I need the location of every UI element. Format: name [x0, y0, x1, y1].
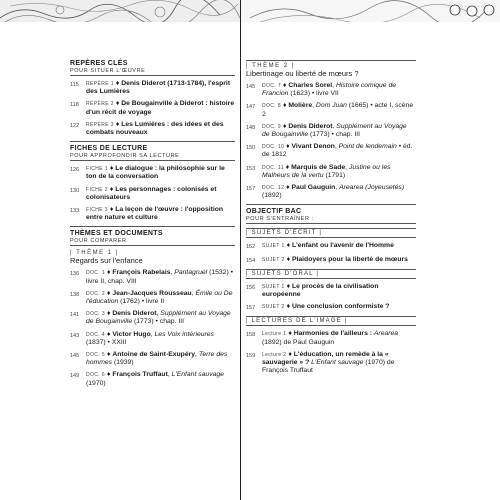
theme-tag: | THÈME 2 | — [246, 63, 295, 69]
theme2-section — [246, 60, 416, 200]
toc-entry[interactable] — [70, 121, 235, 137]
doc-work: Dom Juan — [315, 102, 347, 110]
entry-label: DOC. 2 — [86, 290, 106, 297]
entry-separator: ♦ — [105, 371, 113, 379]
entry-label: FICHE 3 — [86, 207, 108, 214]
entry-label: DOC. 10 — [262, 144, 285, 151]
page-number: 126 — [70, 167, 80, 174]
doc-entry[interactable] — [70, 290, 235, 306]
entry-separator: ♦ — [113, 120, 122, 128]
toc-entry[interactable] — [70, 186, 235, 202]
entry-title: Le procès de la civilisation européenne — [262, 282, 379, 299]
doc-details: (1762) • livre II — [118, 298, 165, 306]
page-number: 130 — [70, 187, 80, 194]
entry-label: DOC. 4 — [86, 331, 106, 338]
entry-separator: ♦ — [107, 165, 116, 173]
doc-work: Supplément au Voyage de Bougainville — [86, 310, 231, 326]
entry-separator: ♦ — [113, 100, 122, 108]
entry-separator: ♦ — [286, 330, 294, 338]
page-number: 141 — [70, 312, 80, 319]
doc-entry[interactable] — [70, 331, 235, 347]
right-column — [246, 58, 416, 379]
entry-title: Les personnages : colonisés et colonisateurs — [86, 185, 217, 201]
reperes-list — [70, 80, 235, 137]
entry-punctuation: , — [334, 143, 339, 151]
doc-work: Les Voix intérieures — [154, 330, 214, 338]
entry-label: SUJET 2 — [262, 256, 285, 263]
entry-separator: ♦ — [281, 122, 289, 130]
doc-details: (1623) • livre VII — [288, 90, 339, 98]
sujet-entry[interactable] — [246, 242, 416, 251]
section-subtitle: POUR S'ENTRAÎNER : — [246, 216, 416, 224]
sujet-entry[interactable] — [246, 303, 416, 312]
entry-separator: ♦ — [284, 143, 292, 151]
doc-details: (1892) — [262, 192, 282, 200]
page-number: 157 — [246, 305, 256, 312]
entry-separator: ♦ — [284, 255, 292, 263]
doc-details: (1665) • acte I, scène 2 — [262, 102, 414, 118]
page-number: 149 — [70, 373, 80, 380]
entry-label: DOC. 6 — [86, 372, 106, 379]
sujets-ecrit-tag: | SUJETS D'ÉCRIT | — [246, 228, 416, 238]
doc-work: Émile ou De l'éducation — [86, 289, 233, 306]
header-illustration — [0, 0, 500, 22]
entry-separator: ♦ — [281, 102, 289, 110]
entry-separator: ♦ — [286, 350, 294, 358]
doc-entry[interactable] — [246, 123, 416, 139]
section-subtitle: POUR SITUER L'ŒUVRE — [70, 68, 235, 76]
entry-title: La leçon de l'œuvre : l'opposition entre nature et culture — [86, 206, 224, 222]
entry-title: Les Lumières : des idées et des combats nouveaux — [86, 120, 224, 137]
entry-punctuation: , — [170, 269, 175, 277]
entry-separator: ♦ — [105, 269, 113, 277]
doc-author: Molière — [288, 102, 313, 110]
entry-separator: ♦ — [113, 80, 122, 87]
doc-author: François Rabelais — [112, 269, 171, 277]
doc-author: Marquis de Sade — [291, 163, 346, 171]
doc-author: Paul Gauguin — [291, 184, 336, 192]
doc-work: Arearea (Joyeusetés) — [339, 184, 405, 192]
section-subtitle: POUR COMPARER — [70, 238, 235, 246]
theme-title: Libertinage ou liberté de mœurs ? — [246, 69, 359, 78]
section-rule — [246, 204, 416, 205]
entry-label: SUJET 1 — [262, 283, 285, 290]
theme-tag: | THÈME 1 | — [70, 250, 119, 257]
doc-work: Terre des hommes — [86, 351, 228, 367]
left-column — [70, 60, 235, 392]
section-title: FICHES DE LECTURE — [70, 145, 148, 153]
page-number: 133 — [70, 208, 80, 215]
entry-label: REPÈRE 1 — [86, 81, 114, 87]
doc-entry[interactable] — [246, 164, 416, 180]
objectif-section — [246, 208, 416, 375]
entry-title: Harmonies de l'ailleurs : — [293, 330, 374, 338]
fiches-list — [70, 165, 235, 222]
entry-label: Lecture 2 — [262, 351, 287, 358]
section-rule — [246, 60, 416, 61]
entry-label: SUJET 2 — [262, 304, 285, 311]
entry-label: DOC. 11 — [262, 164, 284, 171]
column-divider — [240, 0, 241, 500]
entry-punctuation: , — [332, 82, 336, 89]
entry-label: DOC. 9 — [262, 123, 282, 130]
doc-details: (1773) • chap. III — [132, 318, 184, 326]
lecture-entry[interactable] — [246, 330, 416, 346]
entry-separator: ♦ — [105, 310, 113, 318]
entry-label: FICHE 1 — [86, 166, 108, 173]
doc-entry[interactable] — [70, 351, 235, 367]
entry-punctuation: , — [150, 330, 155, 338]
entry-title: Le dialogue : la philosophie sur le ton de la conversation — [86, 165, 225, 181]
entry-label: FICHE 2 — [86, 186, 108, 193]
doc-author: Denis Diderot — [288, 122, 333, 130]
themes-section — [70, 230, 235, 387]
doc-author: Victor Hugo — [112, 330, 151, 338]
doc-entry[interactable] — [246, 102, 416, 118]
doc-work: L'Enfant sauvage — [171, 371, 224, 379]
section-title: REPÈRES CLÉS — [70, 60, 128, 67]
doc-entry[interactable] — [246, 82, 416, 98]
fiches-section — [70, 145, 235, 222]
doc-entry[interactable] — [70, 371, 235, 387]
page-number: 147 — [246, 104, 256, 111]
entry-punctuation: , — [335, 184, 340, 192]
doc-details: (1970) de François Truffaut — [262, 359, 395, 375]
entry-punctuation: , — [345, 163, 349, 171]
entry-label: DOC. 1 — [86, 270, 106, 277]
entry-label: DOC. 3 — [86, 311, 106, 318]
page-number: 157 — [246, 186, 256, 193]
toc-entry[interactable] — [70, 165, 235, 181]
doc-details: (1773) • chap. III — [308, 131, 360, 139]
entry-separator: ♦ — [105, 289, 113, 297]
theme1-docs — [70, 269, 235, 387]
doc-entry[interactable] — [70, 310, 235, 326]
doc-work: Point de lendemain — [338, 143, 397, 151]
page-number: 159 — [246, 352, 256, 359]
toc-entry[interactable] — [70, 206, 235, 222]
entry-separator: ♦ — [105, 330, 113, 338]
toc-entry[interactable] — [70, 80, 235, 96]
entry-label: DOC. 5 — [86, 352, 106, 359]
entry-separator: ♦ — [283, 163, 292, 171]
doc-work: Pantagruel — [174, 269, 208, 277]
doc-work: Histoire comique de Francion — [262, 82, 397, 98]
doc-details: (1791) — [323, 171, 346, 179]
entry-title: Plaidoyers pour la liberté de mœurs — [291, 255, 408, 263]
doc-details: • éd. de 1812 — [262, 143, 413, 159]
page-number: 145 — [246, 84, 256, 90]
theme2-docs — [246, 82, 416, 200]
entry-label: SUJET 1 — [262, 243, 285, 250]
entry-title: Une conclusion conformiste ? — [291, 303, 390, 311]
theme-title: Regards sur l'enfance — [70, 256, 143, 266]
entry-label: DOC. 12 — [262, 185, 285, 192]
doc-details: (1532) • livre II, chap. VIII — [86, 269, 233, 285]
page-number: 143 — [70, 332, 80, 339]
doc-entry[interactable] — [246, 143, 416, 159]
entry-punctuation: , — [167, 371, 172, 379]
doc-work: Supplément au Voyage de Bougainville — [262, 122, 407, 139]
sujets-oral-tag: | SUJETS D'ORAL | — [246, 269, 416, 279]
section-title: THÈMES ET DOCUMENTS — [70, 230, 163, 238]
entry-punctuation: , — [332, 122, 337, 130]
reperes-section — [70, 60, 235, 137]
doc-details: (1837) • XXIII — [86, 338, 127, 346]
entry-separator: ♦ — [281, 82, 289, 89]
entry-label: REPÈRE 2 — [86, 101, 114, 108]
doc-details: (1970) — [86, 379, 106, 387]
lectures-image-tag: | LECTURES DE L'IMAGE | — [246, 316, 416, 326]
entry-label: Lecture 1 — [262, 331, 287, 338]
toc-entry[interactable] — [70, 100, 235, 116]
entry-separator: ♦ — [284, 303, 292, 311]
page-number: 148 — [246, 124, 256, 131]
entry-punctuation: , — [191, 289, 196, 297]
section-rule — [70, 226, 235, 227]
doc-author: Vivant Denon — [291, 143, 335, 151]
entry-title: Denis Diderot (1713-1784), l'esprit des Lumières — [86, 80, 231, 96]
doc-entry[interactable] — [70, 269, 235, 285]
lecture-entry[interactable] — [246, 351, 416, 376]
entry-title: De Bougainville à Diderot : histoire d'un récit de voyage — [86, 100, 235, 116]
page-number: 154 — [246, 257, 256, 264]
entry-title: L'éducation, un remède à la « sauvagerie » ? — [262, 350, 389, 367]
page-number: 138 — [70, 291, 80, 298]
entry-separator: ♦ — [107, 185, 116, 193]
page-number: 145 — [70, 353, 80, 360]
sujet-entry[interactable] — [246, 256, 416, 265]
entry-label: REPÈRE 3 — [86, 121, 114, 128]
section-rule — [70, 141, 235, 142]
doc-entry[interactable] — [246, 184, 416, 200]
doc-details: (1892) de Paul Gauguin — [262, 338, 335, 346]
doc-author: Jean-Jacques Rousseau — [112, 289, 192, 297]
doc-author: Denis Diderot — [112, 310, 157, 318]
page-number: 150 — [246, 145, 256, 152]
doc-work: L'Enfant sauvage — [311, 359, 364, 367]
doc-author: Antoine de Saint-Exupéry — [112, 351, 196, 359]
doc-details: (1939) — [112, 359, 134, 367]
entry-punctuation: , — [156, 310, 161, 318]
page-number: 156 — [246, 284, 256, 291]
sujet-entry[interactable] — [246, 283, 416, 299]
entry-separator: ♦ — [284, 242, 292, 250]
page-number: 152 — [246, 244, 256, 251]
page-number: 136 — [70, 271, 80, 278]
section-subtitle: POUR APPROFONDIR SA LECTURE — [70, 153, 235, 161]
entry-punctuation: , — [312, 102, 316, 110]
entry-punctuation: , — [195, 351, 199, 359]
doc-work: Justine ou les Malheurs de la vertu — [262, 163, 391, 179]
entry-label: DOC. 7 — [262, 83, 282, 89]
entry-separator: ♦ — [284, 282, 292, 290]
page-number: 153 — [246, 165, 256, 172]
doc-work: Arearea — [373, 330, 399, 338]
entry-title: L'enfant ou l'avenir de l'Homme — [291, 242, 394, 250]
entry-separator: ♦ — [107, 206, 116, 214]
entry-separator: ♦ — [284, 184, 292, 192]
page-number: 115 — [70, 82, 79, 88]
page-number: 118 — [70, 102, 79, 109]
section-title: OBJECTIF BAC — [246, 208, 302, 216]
doc-author: François Truffaut — [112, 371, 168, 379]
page-number: 122 — [70, 122, 80, 129]
doc-author: Charles Sorel — [288, 82, 333, 89]
page-number: 158 — [246, 332, 256, 339]
entry-label: DOC. 8 — [262, 103, 282, 110]
entry-separator: ♦ — [105, 351, 113, 359]
